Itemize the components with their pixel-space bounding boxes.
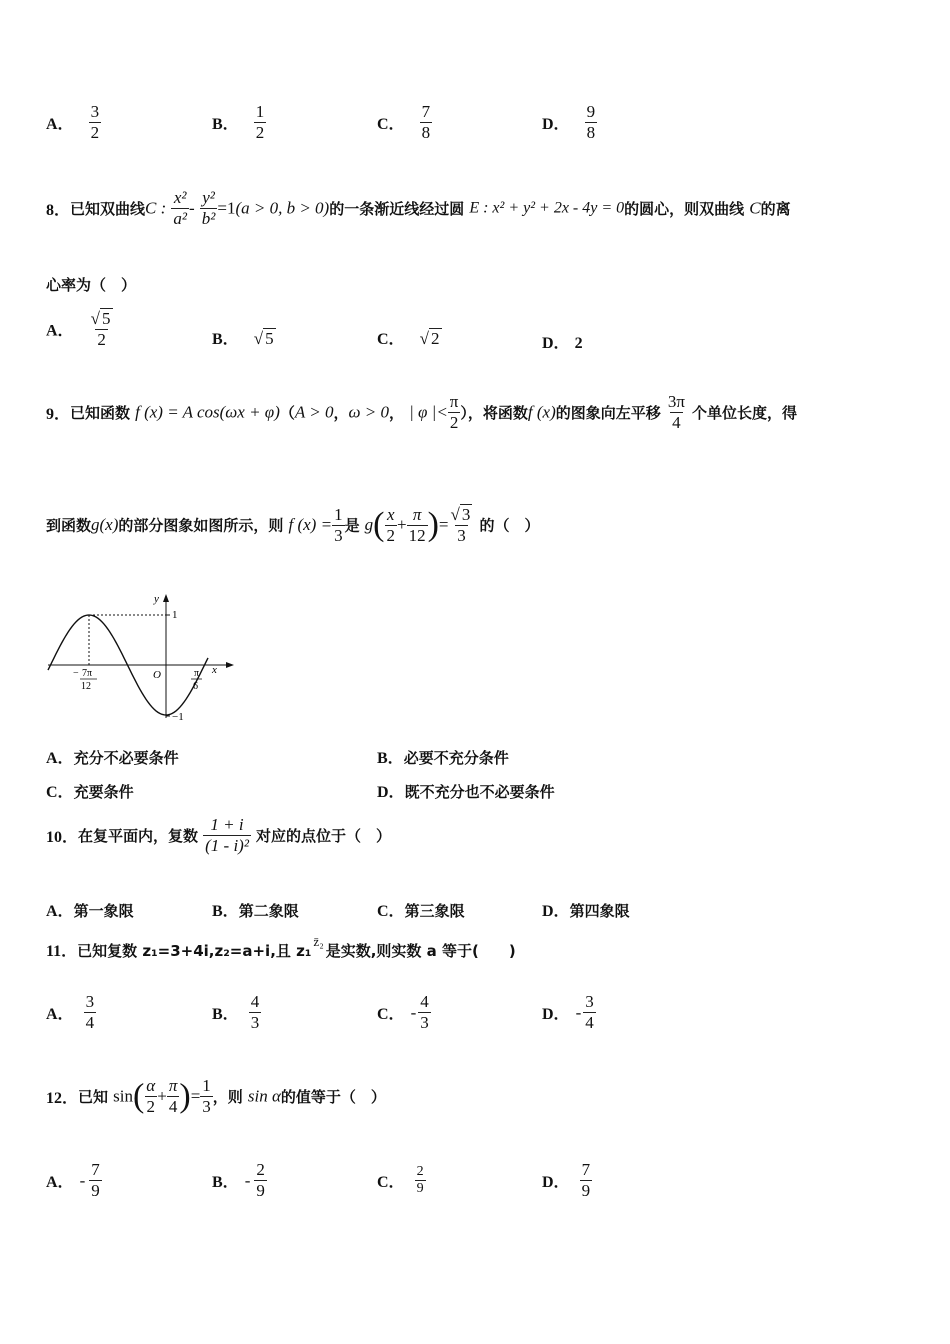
option-label: D． bbox=[377, 784, 405, 801]
option-sign: - bbox=[79, 1170, 86, 1190]
q12-stem: 12．已知 sin( $\frac{\alpha}{2}$ + $\frac{\pi}{4}$ )= $\frac{1}{3}$ ，则 sin α的值等于（ ） bbox=[46, 1076, 386, 1116]
question-number: 9． bbox=[46, 406, 71, 423]
q11-option-b[interactable] bbox=[212, 992, 261, 1033]
z2-bar: z̄₂ bbox=[313, 934, 324, 949]
option-label: D． bbox=[542, 335, 570, 352]
q8-stem-line1: 8．已知双曲线C : $\frac{\text{x²}}{\text{a²}}$ - $\frac{\text{y²}}{\text{b²}}$ =1(a > 0, b > 0)的一条渐近线经过圆 E : x² + y² + 2x - 4y = 0的圆心，则双曲线 C的离 bbox=[46, 188, 791, 228]
origin-label: O bbox=[153, 669, 161, 681]
option-fraction: $\frac{3}{4}$ bbox=[585, 992, 594, 1032]
left-tick-den: 12 bbox=[81, 681, 91, 692]
option-text: 充分不必要条件 bbox=[73, 749, 179, 767]
option-fraction: $\frac{√ 5}{2}$ bbox=[90, 309, 111, 349]
option-label: D． bbox=[542, 116, 570, 133]
q9-graph bbox=[40, 588, 240, 728]
q11-stem: 11．已知复数 z₁=3+4i,z₂=a+i,且 z₁$^{z̄_2}$是实数,则实数 a 等于( ) bbox=[46, 934, 516, 960]
math-c-colon: C : bbox=[145, 198, 167, 218]
q10-stem: 10．在复平面内，复数 $\frac{1 + i}{\text{(1 - i)²}}$ 对应的点位于（ ） bbox=[46, 815, 392, 855]
x-axis-arrow bbox=[226, 662, 234, 668]
q7-option-a[interactable] bbox=[46, 102, 101, 143]
tick-minus1: −1 bbox=[172, 711, 184, 723]
q10-option-d[interactable] bbox=[542, 898, 630, 921]
frac-sqrt3-3: $\frac{√ 3}{3}$ bbox=[450, 505, 471, 545]
option-label: D． bbox=[542, 1006, 570, 1023]
right-tick-num: π bbox=[194, 668, 200, 679]
q9-stem-line1: 9．已知函数 f (x) = A cos(ωx + φ)（A > 0，ω > 0， | φ |< $\frac{\pi}{2}$ ），将函数f (x)的图象向左平移 $\frac{3\pi}{4}$ 个单位长度，得 bbox=[46, 392, 798, 432]
option-label: B． bbox=[212, 903, 239, 920]
option-label: B． bbox=[377, 750, 404, 767]
option-label: C． bbox=[46, 784, 74, 801]
question-number: 10． bbox=[46, 829, 79, 846]
option-label: A． bbox=[46, 1174, 74, 1191]
option-label: D． bbox=[542, 903, 570, 920]
math-circle-eq: E : x² + y² + 2x - 4y = 0 bbox=[469, 199, 625, 217]
option-text: 第二象限 bbox=[238, 902, 299, 920]
q9-option-b[interactable] bbox=[377, 745, 509, 768]
q8-option-b[interactable]: B． √ 5 bbox=[212, 329, 274, 348]
q8-stem-line2: 心率为（ ） bbox=[46, 276, 137, 294]
option-text: 既不充分也不必要条件 bbox=[404, 783, 555, 801]
q8-option-a[interactable] bbox=[46, 308, 115, 350]
math-condition: (a > 0, b > 0) bbox=[235, 198, 330, 218]
frac-complex: $\frac{1 + i}{\text{(1 - i)²}}$ bbox=[205, 815, 249, 855]
q9-stem-line2: 到函数g(x)的部分图象如图所示，则 f (x) = $\frac{1}{3}$ 是 g( $\frac{x}{2}$ + $\frac{\pi}{12}$ )= $\frac{√ 3}{3}$ 的（ ） bbox=[46, 504, 540, 545]
frac-x2-a2: $\frac{\text{x²}}{\text{a²}}$ bbox=[173, 188, 187, 228]
option-text: 必要不充分条件 bbox=[403, 749, 509, 767]
option-label: A． bbox=[46, 1006, 74, 1023]
option-label: C． bbox=[377, 1006, 405, 1023]
question-number: 11． bbox=[46, 943, 78, 960]
option-fraction: $\frac{4}{3}$ bbox=[420, 992, 429, 1032]
option-label: C． bbox=[377, 116, 405, 133]
q12-option-c[interactable] bbox=[377, 1164, 426, 1197]
option-label: B． bbox=[212, 1174, 239, 1191]
option-fraction: $\frac{2}{9}$ bbox=[416, 1164, 424, 1196]
option-fraction: $\frac{7}{9}$ bbox=[91, 1160, 100, 1200]
option-label: C． bbox=[377, 903, 405, 920]
q12-option-d[interactable] bbox=[542, 1160, 592, 1201]
q10-option-c[interactable] bbox=[377, 898, 465, 921]
left-tick-num: 7π bbox=[82, 668, 93, 679]
left-tick-sign: − bbox=[73, 668, 79, 679]
option-label: A． bbox=[46, 322, 74, 340]
q10-option-a[interactable] bbox=[46, 898, 134, 921]
option-fraction: $\frac{9}{8}$ bbox=[586, 102, 596, 142]
option-label: B． bbox=[212, 116, 239, 133]
option-sign: - bbox=[410, 1002, 417, 1022]
question-number: 12． bbox=[46, 1090, 79, 1107]
q11-option-a[interactable] bbox=[46, 992, 96, 1033]
option-label: B． bbox=[212, 1006, 239, 1023]
option-sign: - bbox=[244, 1170, 251, 1190]
q9-option-c[interactable] bbox=[46, 779, 134, 802]
option-label: D． bbox=[542, 1174, 570, 1191]
option-text: 第三象限 bbox=[404, 902, 465, 920]
option-text: 充要条件 bbox=[73, 783, 134, 801]
q9-option-d[interactable] bbox=[377, 779, 555, 802]
stem-text: 的离 bbox=[760, 200, 791, 218]
q9-option-a[interactable] bbox=[46, 745, 179, 768]
y-axis-arrow bbox=[163, 594, 169, 602]
q10-option-b[interactable] bbox=[212, 898, 299, 921]
option-text: 第一象限 bbox=[73, 902, 134, 920]
math-f-def: f (x) = A cos(ωx + φ) bbox=[135, 402, 280, 422]
stem-text: 已知双曲线 bbox=[70, 200, 146, 218]
option-label: A． bbox=[46, 116, 74, 133]
q12-option-b[interactable] bbox=[212, 1160, 267, 1201]
option-label: A． bbox=[46, 903, 74, 920]
option-text: 第四象限 bbox=[569, 902, 630, 920]
option-value: 2 bbox=[574, 335, 583, 352]
q7-option-d[interactable] bbox=[542, 102, 597, 143]
option-sign: - bbox=[575, 1002, 582, 1022]
frac-pi-2: $\frac{\pi}{2}$ bbox=[449, 392, 459, 432]
frac-3pi-4: $\frac{3\pi}{4}$ bbox=[667, 392, 685, 432]
y-axis-label: y bbox=[154, 593, 159, 605]
option-label: A． bbox=[46, 750, 74, 767]
q12-option-a[interactable] bbox=[46, 1160, 102, 1201]
stem-text: 的圆心，则双曲线 bbox=[624, 200, 745, 218]
tick-1: 1 bbox=[172, 609, 178, 621]
option-fraction: $\frac{1}{2}$ bbox=[255, 102, 265, 142]
q7-option-b[interactable] bbox=[212, 102, 266, 143]
option-fraction: $\frac{3}{2}$ bbox=[90, 102, 100, 142]
frac-1-3: $\frac{1}{3}$ bbox=[334, 504, 343, 545]
option-fraction: $\frac{7}{8}$ bbox=[421, 102, 431, 142]
option-label: C． bbox=[377, 1174, 405, 1191]
math-c: C bbox=[749, 198, 761, 218]
frac-y2-b2: $\frac{\text{y²}}{\text{b²}}$ bbox=[201, 188, 216, 228]
x-axis-label: x bbox=[212, 664, 217, 676]
option-label: C． bbox=[377, 331, 405, 348]
q8-option-c[interactable]: C． √ 2 bbox=[377, 329, 440, 348]
question-number: 8． bbox=[46, 202, 71, 219]
q7-option-c[interactable] bbox=[377, 102, 432, 143]
option-label: B． bbox=[212, 331, 239, 348]
stem-text: 的一条渐近线经过圆 bbox=[329, 200, 465, 218]
option-fraction: $\frac{2}{9}$ bbox=[256, 1160, 265, 1200]
q8-option-d[interactable] bbox=[542, 330, 583, 353]
q11-option-c[interactable] bbox=[377, 992, 431, 1033]
q11-option-d[interactable] bbox=[542, 992, 596, 1033]
option-fraction: $\frac{3}{4}$ bbox=[85, 992, 95, 1032]
option-fraction: $\frac{4}{3}$ bbox=[250, 992, 260, 1032]
right-tick-den: 6 bbox=[193, 681, 198, 692]
option-fraction: $\frac{7}{9}$ bbox=[581, 1160, 591, 1200]
